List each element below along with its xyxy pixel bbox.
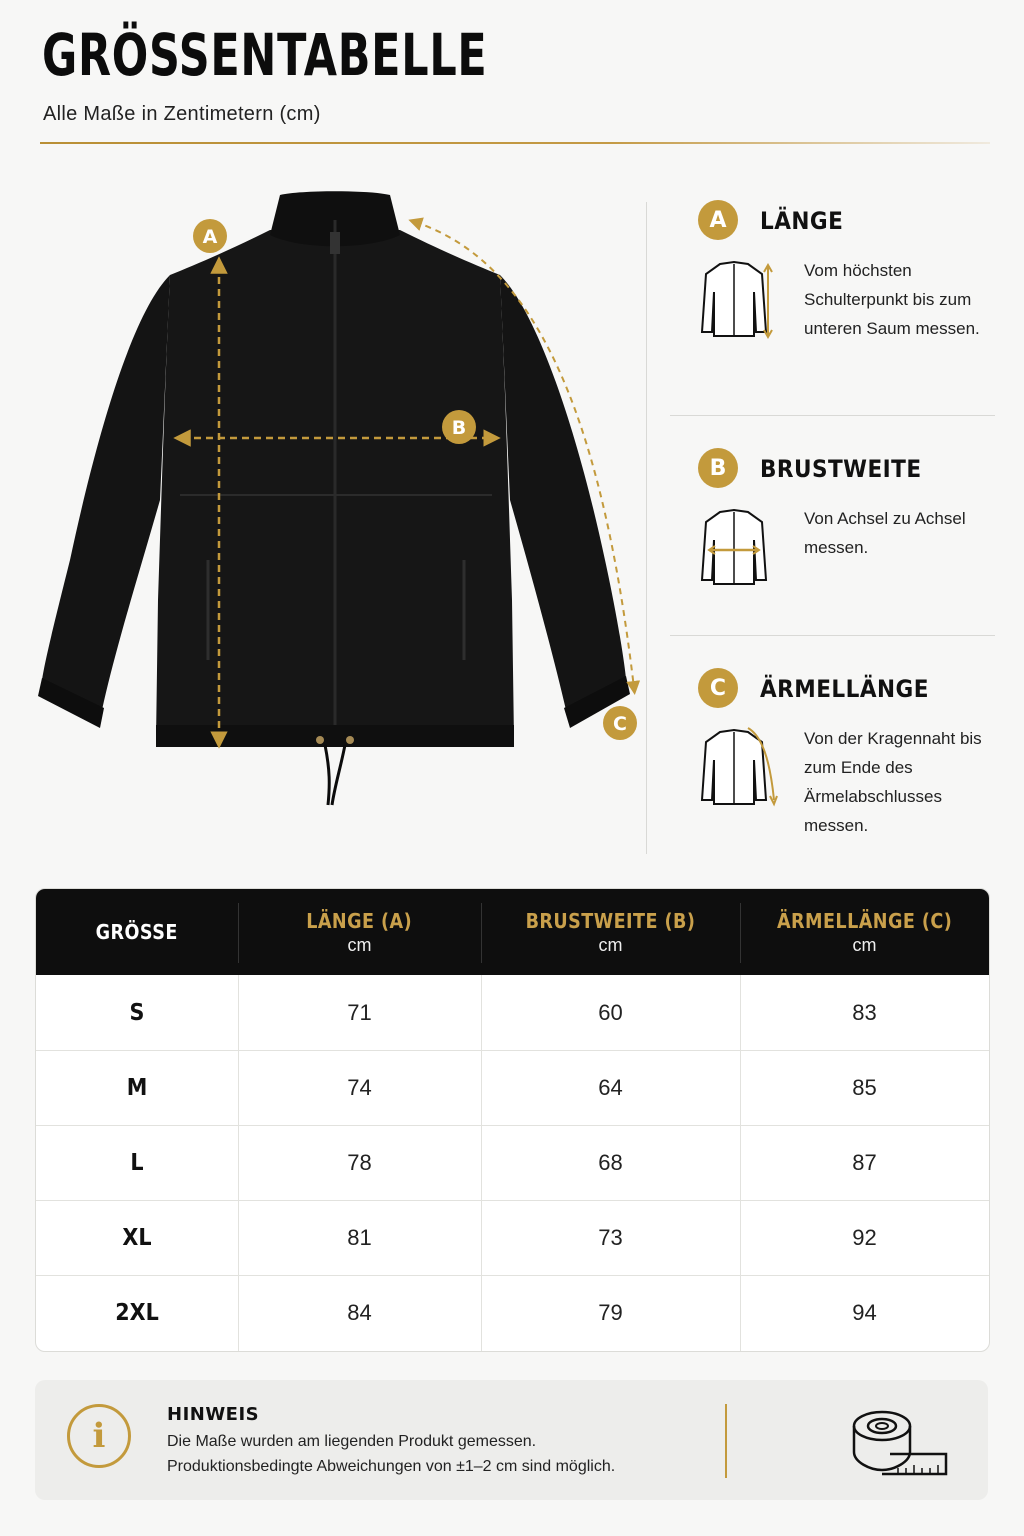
measure-title-chest: BRUSTWEITE — [760, 455, 922, 483]
measure-desc-length: Vom höchsten Schulterpunkt bis zum unteren Saum messen. — [804, 261, 980, 338]
cell-sleeve: 87 — [852, 1149, 877, 1175]
info-icon: i — [67, 1404, 131, 1468]
divider-line — [670, 635, 995, 636]
header-label: LÄNGE (A) — [306, 908, 413, 933]
cell-sleeve: 94 — [852, 1299, 877, 1325]
cell-chest: 79 — [598, 1299, 623, 1325]
table-row — [36, 1125, 989, 1201]
label-b: B — [451, 417, 467, 439]
measure-title-sleeve: ÄRMELLÄNGE — [760, 675, 929, 703]
cell-size: 2XL — [115, 1299, 159, 1326]
cell-size: XL — [122, 1224, 152, 1251]
header-unit: cm — [598, 934, 623, 955]
header-sleeve — [740, 889, 989, 975]
jacket-diagram — [30, 180, 650, 820]
measure-desc-sleeve: Von der Kragennaht bis zum Ende des Ärmelabschlusses messen. — [804, 729, 982, 835]
jacket-illustration — [30, 180, 650, 820]
measure-title-length: LÄNGE — [760, 207, 844, 235]
measuring-tape-icon — [850, 1402, 950, 1482]
cell-chest: 73 — [598, 1224, 623, 1250]
cell-length: 71 — [347, 999, 372, 1025]
header-unit: cm — [347, 934, 372, 955]
badge-a: A — [698, 200, 738, 240]
cell-chest: 68 — [598, 1149, 623, 1175]
cell-sleeve: 92 — [852, 1224, 877, 1250]
header-chest — [481, 889, 740, 975]
table-row — [36, 1200, 989, 1276]
header-length — [238, 889, 481, 975]
header-size — [36, 889, 238, 975]
page-subtitle: Alle Maße in Zentimetern (cm) — [43, 103, 321, 125]
cell-length: 78 — [347, 1149, 372, 1175]
badge-c: C — [698, 668, 738, 708]
cell-length: 74 — [347, 1074, 372, 1100]
divider-line — [670, 415, 995, 416]
size-table — [35, 888, 990, 1352]
cell-chest: 64 — [598, 1074, 623, 1100]
label-c: C — [613, 713, 627, 735]
cell-size: S — [129, 999, 145, 1026]
header-label: BRUSTWEITE (B) — [525, 908, 696, 933]
header-label: ÄRMELLÄNGE (C) — [776, 908, 953, 933]
title-divider — [40, 142, 990, 144]
measure-desc-chest: Von Achsel zu Achsel messen. — [804, 509, 966, 557]
cell-length: 81 — [347, 1224, 372, 1250]
table-header — [36, 889, 989, 975]
section-divider — [646, 202, 647, 854]
cell-size: L — [130, 1149, 144, 1176]
note-line-2: Produktionsbedingte Abweichungen von ±1–2 cm sind möglich. — [167, 1458, 616, 1475]
page-title: GRÖSSENTABELLE — [42, 21, 488, 89]
cell-sleeve: 83 — [852, 999, 877, 1025]
cell-chest: 60 — [598, 999, 623, 1025]
cell-size: M — [126, 1074, 148, 1101]
header-unit: cm — [852, 934, 877, 955]
measure-chest — [672, 448, 1002, 608]
table-row — [36, 1275, 989, 1350]
jacket-sleeve-icon — [690, 720, 780, 810]
measure-sleeve — [672, 668, 1002, 858]
jacket-chest-icon — [690, 500, 780, 590]
measure-length — [672, 200, 1002, 390]
note-line-1: Die Maße wurden am liegenden Produkt gemessen. — [167, 1433, 537, 1450]
note-box — [35, 1380, 988, 1500]
note-divider — [725, 1404, 727, 1478]
table-row — [36, 1050, 989, 1126]
header-label: GRÖSSE — [95, 920, 179, 944]
jacket-length-icon — [690, 252, 780, 342]
table-row — [36, 975, 989, 1051]
cell-sleeve: 85 — [852, 1074, 877, 1100]
note-title: HINWEIS — [167, 1404, 260, 1425]
badge-b: B — [698, 448, 738, 488]
cell-length: 84 — [347, 1299, 372, 1325]
label-a: A — [202, 226, 218, 248]
